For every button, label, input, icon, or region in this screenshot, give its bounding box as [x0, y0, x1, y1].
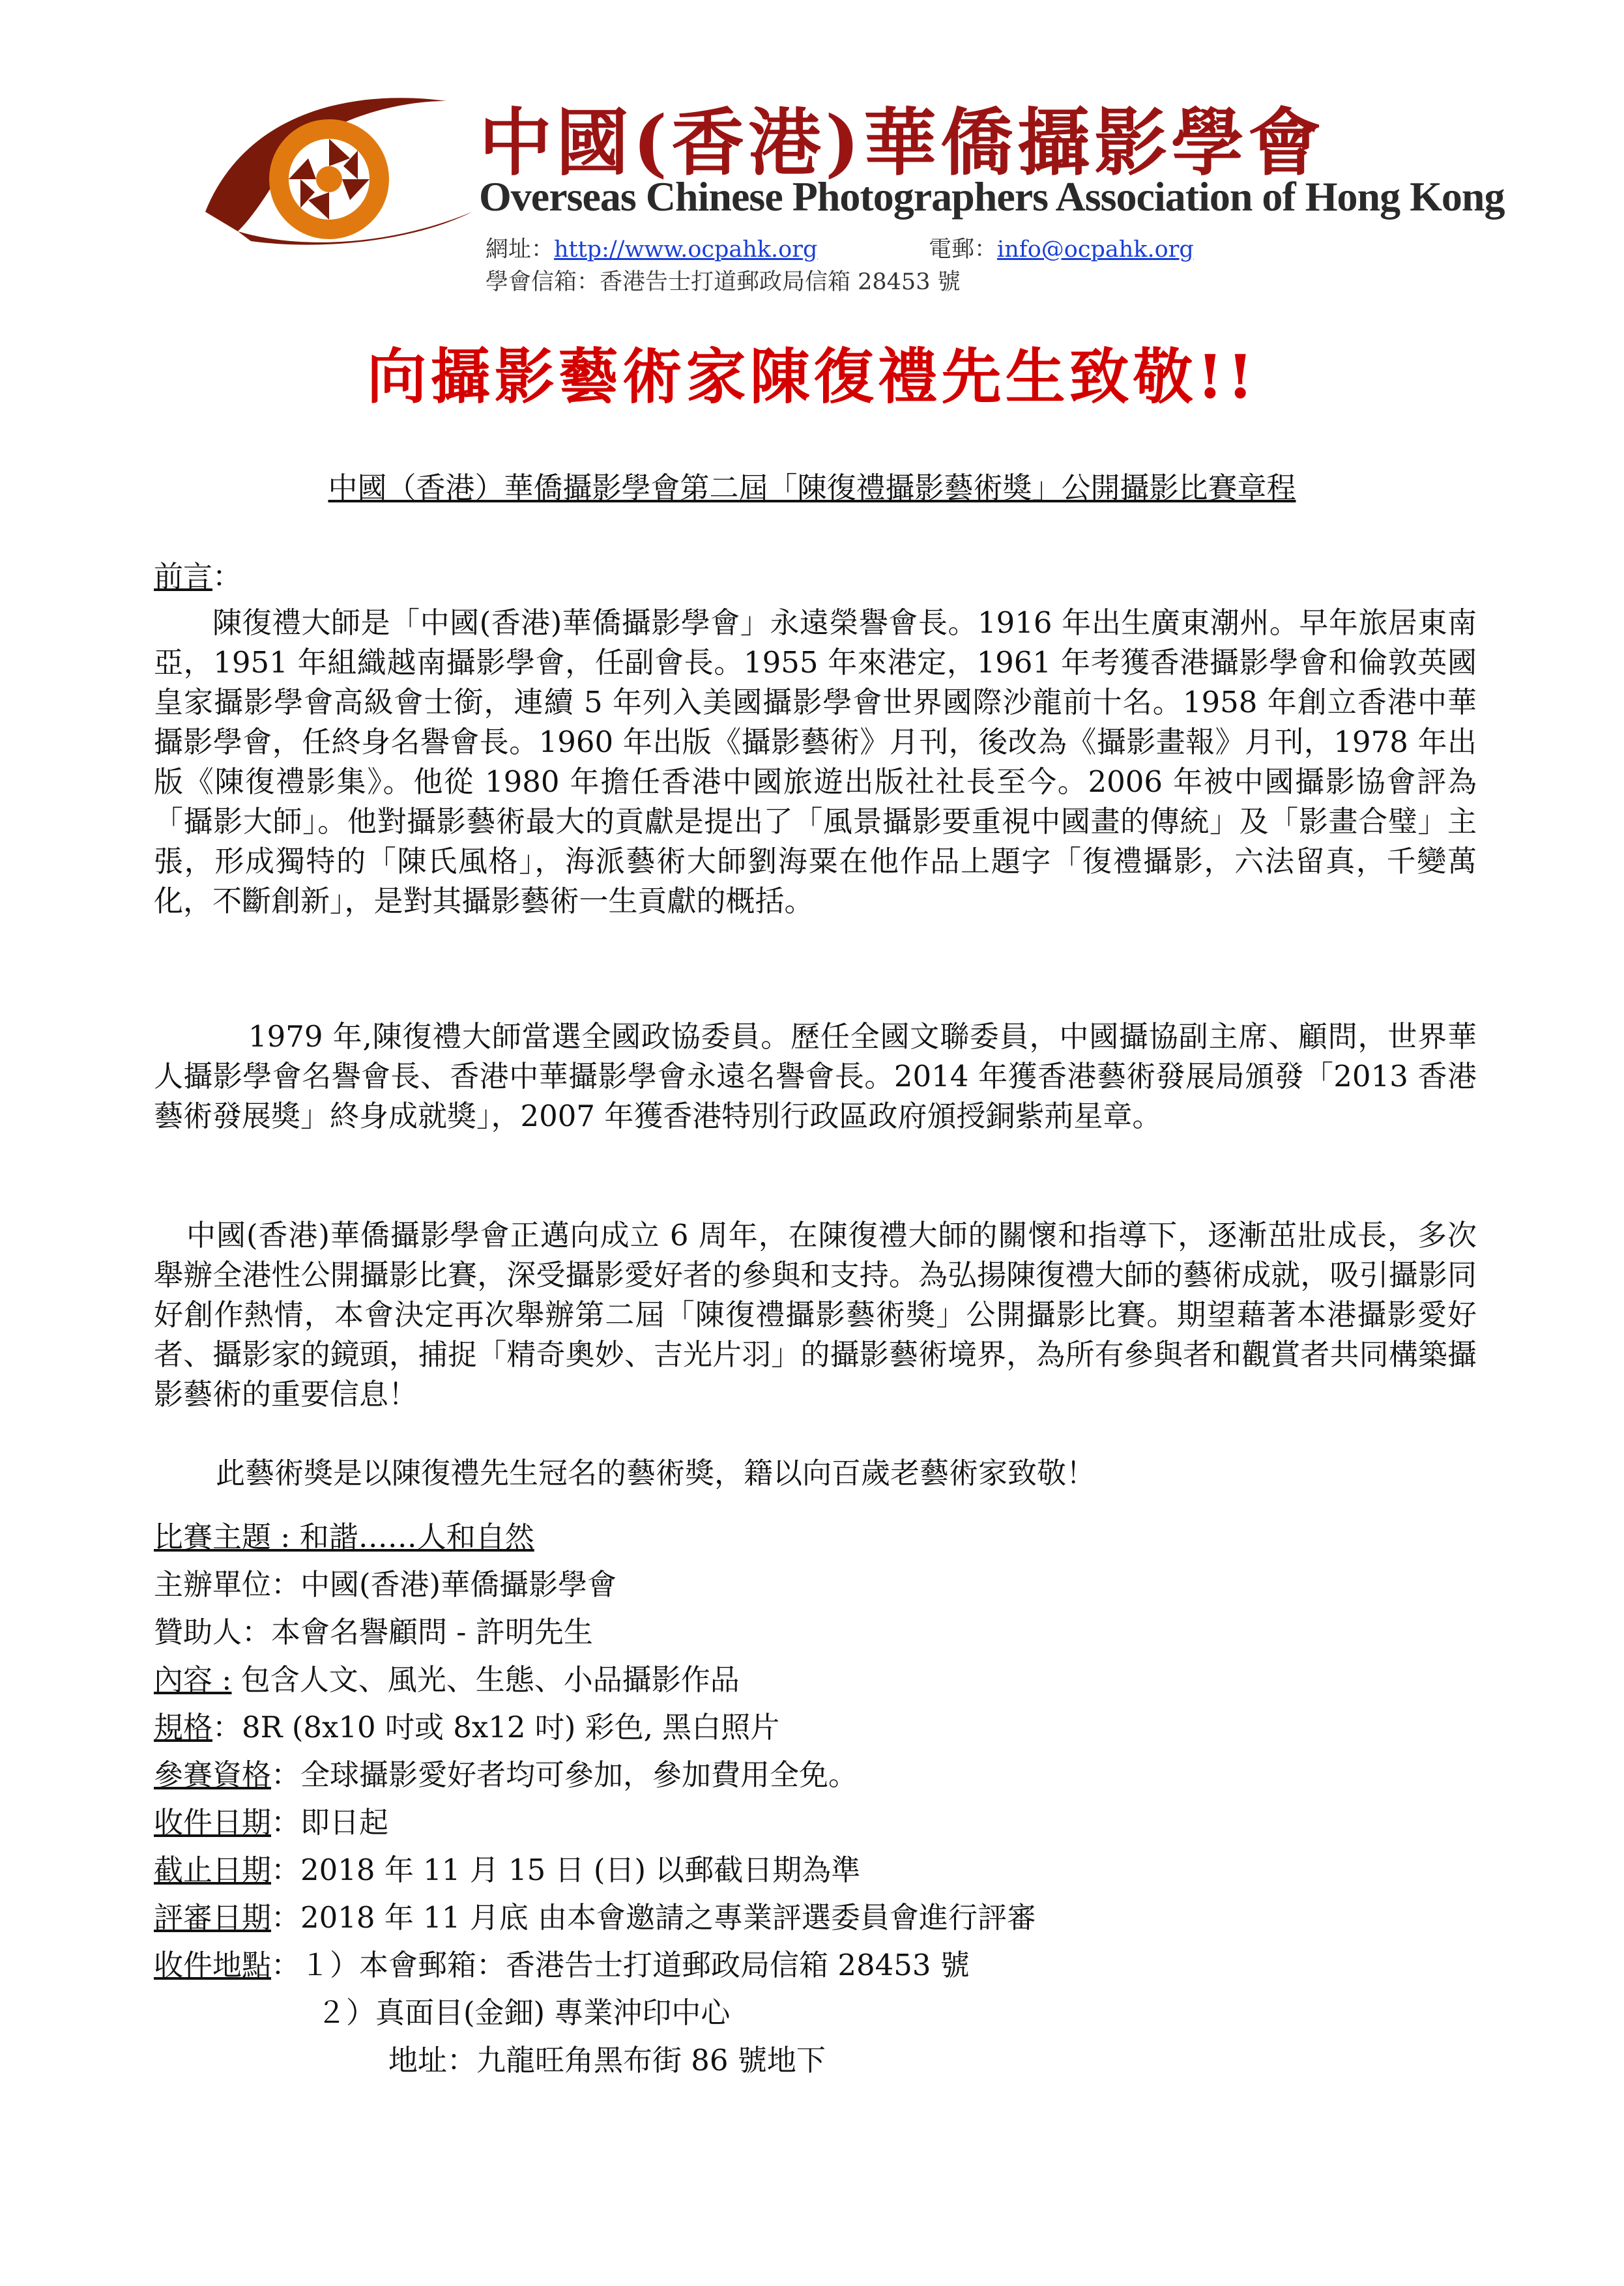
content-label: 內容 : — [154, 1662, 232, 1697]
preface-heading-label: 前言 — [154, 559, 213, 594]
deadline-value: ：2018 年 11 月 15 日 (日) 以郵截日期為準 — [271, 1853, 861, 1887]
judging-label: 評審日期 — [154, 1900, 272, 1935]
preface-paragraph-2: 1979 年,陳復禮大師當選全國政協委員。歷任全國文聯委員，中國攝協副主席、顧問，世界華人攝影學會名譽會長、香港中華攝影學會永遠名譽會長。2014 年獲香港藝術發展局頒發「2013 香港藝術發展獎」終身成就獎」，2007 年獲香港特別行政區政府頒授銅紫荊星章。 — [154, 1019, 1477, 1133]
accept-label: 收件日期 — [154, 1805, 272, 1840]
preface-paragraph-1: 陳復禮大師是「中國(香港)華僑攝影學會」永遠榮譽會長。1916 年出生廣東潮州。早年旅居東南亞，1951 年組織越南攝影學會，任副會長。1955 年來港定，1961 年考獲香港攝影學會和倫敦英國皇家攝影學會高級會士銜，連續 5 年列入美國攝影學會世界國際沙龍前十名。1958 年創立香港中華攝影學會，任終身名譽會長。1960 年出版《攝影藝術》月刊，後改為《攝影畫報》月刊，1978 年出版《陳復禮影集》。他從 1980 年擔任香港中國旅遊出版社社長至今。2006 年被中國攝影協會評為「攝影大師」。他對攝影藝術最大的貢獻是提出了「風景攝影要重視中國畫的傳統」及「影畫合璧」主張，形成獨特的「陳氏風格」，海派藝術大師劉海粟在他作品上題字「復禮攝影，六法留真，千變萬化，不斷創新」，是對其攝影藝術一生貢獻的概括。 — [154, 605, 1477, 918]
website-link[interactable]: http://www.ocpahk.org — [554, 237, 818, 263]
content-value: 包含人文、風光、生態、小品攝影作品 — [231, 1662, 740, 1697]
accept-value: ：即日起 — [271, 1805, 389, 1840]
location-value-3: 地址：九龍旺角黑布街 86 號地下 — [388, 2043, 826, 2077]
detail-organizer: 主辦單位：中國(香港)華僑攝影學會 — [154, 1567, 617, 1602]
judging-value: ：2018 年 11 月底 由本會邀請之專業評選委員會進行評審 — [271, 1900, 1037, 1935]
preface-heading-suffix: ： — [212, 559, 242, 594]
preface-heading — [154, 557, 1477, 596]
email-label: 電郵： — [929, 237, 998, 263]
org-name-chinese: 中國(香港)華僑攝影學會 — [479, 100, 1325, 186]
page-title: 向攝影藝術家陳復禮先生致敬!! — [366, 341, 1258, 412]
detail-spec — [154, 1703, 1477, 1751]
competition-details — [154, 1513, 1477, 2084]
spec-value: ：8R (8x10 吋或 8x12 吋) 彩色, 黑白照片 — [212, 1710, 780, 1744]
location-label: 收件地點 — [154, 1948, 272, 1982]
location-value-1: ：１）本會郵箱：香港告士打道郵政局信箱 28453 號 — [271, 1948, 970, 1982]
preface-paragraph-3: 中國(香港)華僑攝影學會正邁向成立 6 周年，在陳復禮大師的關懷和指導下，逐漸茁壯成長，多次舉辦全港性公開攝影比賽，深受攝影愛好者的參與和支持。為弘揚陳復禮大師的藝術成就，吸引攝影同好創作熱情，本會決定再次舉辦第二屆「陳復禮攝影藝術獎」公開攝影比賽。期望藉著本港攝影愛好者、攝影家的鏡頭，捕捉「精奇奧妙、吉光片羽」的攝影藝術境界，為所有參與者和觀賞者共同構築攝影藝術的重要信息！ — [154, 1218, 1477, 1411]
eligibility-value: ：全球攝影愛好者均可參加，參加費用全免。 — [271, 1758, 858, 1792]
detail-sponsor: 贊助人：本會名譽顧問 - 許明先生 — [154, 1615, 593, 1649]
detail-location — [154, 1941, 1477, 1989]
preface-paragraph-4: 此藝術獎是以陳復禮先生冠名的藝術獎，籍以向百歲老藝術家致敬！ — [216, 1456, 1096, 1490]
contact-line — [486, 231, 1194, 264]
detail-content — [154, 1656, 1477, 1703]
document-subtitle: 中國（香港）華僑攝影學會第二屆「陳復禮攝影藝術獎」公開攝影比賽章程 — [328, 470, 1296, 505]
detail-deadline — [154, 1846, 1477, 1894]
mailbox-line: 學會信箱：香港告士打道郵政局信箱 28453 號 — [486, 269, 961, 295]
org-name-english: Overseas Chinese Photographers Association of Hong Kong — [479, 173, 1505, 220]
eligibility-label: 參賽資格 — [154, 1758, 272, 1792]
website-label: 網址： — [486, 237, 555, 263]
detail-accept-date — [154, 1799, 1477, 1846]
detail-judging — [154, 1894, 1477, 1941]
email-link[interactable]: info@ocpahk.org — [997, 237, 1194, 263]
detail-theme: 比賽主題 : 和諧……人和自然 — [154, 1520, 534, 1554]
deadline-label: 截止日期 — [154, 1853, 272, 1887]
detail-eligibility — [154, 1751, 1477, 1799]
location-value-2: ２）真面目(金鈿) 專業沖印中心 — [317, 1995, 731, 2030]
spec-label: 規格 — [154, 1710, 213, 1744]
email-block — [929, 231, 1194, 264]
association-logo-icon — [199, 75, 479, 257]
